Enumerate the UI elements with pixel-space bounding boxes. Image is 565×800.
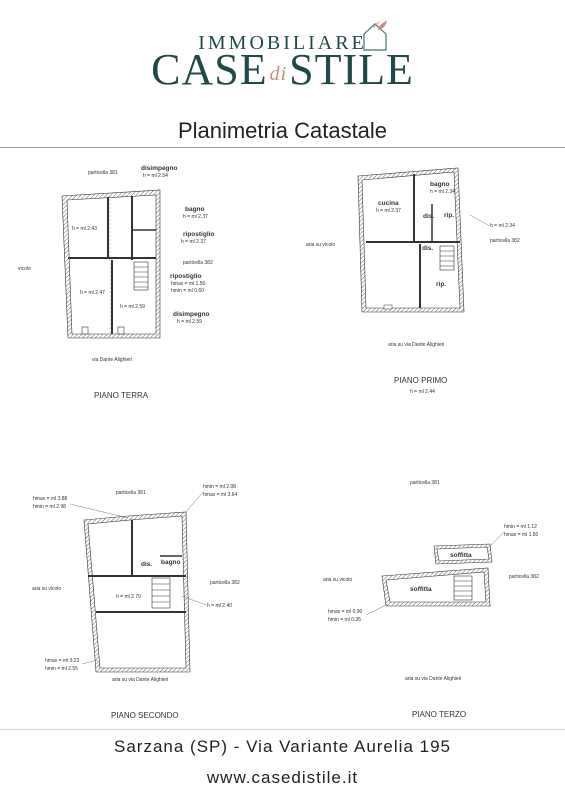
footer-website-link[interactable]: www.casedistile.it — [206, 768, 359, 787]
logo-mid: di — [269, 63, 288, 85]
secondo-hmax1: hmax = ml 3.88 — [33, 496, 68, 502]
primo-rip2: rip. — [436, 281, 447, 288]
terzo-aria-via: aria su via Dante Alighieri — [405, 676, 462, 682]
terzo-hmax1: hmax = ml 1.50 — [504, 532, 539, 538]
terra-ripostiglio2: ripostiglio — [170, 273, 202, 280]
secondo-aria-via: aria su via Dante Alighieri — [112, 677, 169, 683]
primo-title: PIANO PRIMO — [394, 376, 448, 385]
secondo-hmax3: hmax = ml 3.23 — [45, 658, 80, 664]
terra-particella-right: particella 382 — [183, 260, 213, 266]
divider — [0, 729, 565, 730]
primo-particella: particella 382 — [490, 238, 520, 244]
terra-ripostiglio2-hmax: hmax = ml 1.50 — [171, 281, 206, 287]
primo-dis1: dis. — [423, 213, 435, 220]
primo-aria-via: aria su via Dante Alighieri — [388, 342, 445, 348]
terra-title: PIANO TERRA — [94, 391, 149, 400]
terra-disimpegno2: disimpegno — [173, 311, 210, 318]
secondo-hmax2: hmax = ml 3.64 — [203, 492, 238, 498]
plan-piano-primo — [306, 168, 520, 395]
secondo-particella-top: particella 381 — [116, 490, 146, 496]
primo-bagno-h: h = ml 2.34 — [430, 189, 455, 195]
terra-via: via Dante Alighieri — [92, 357, 133, 363]
terra-room2-h: h = ml 2.47 — [80, 290, 105, 296]
logo-right: STILE — [289, 45, 414, 94]
plan-piano-terzo — [323, 480, 539, 719]
primo-rip1: rip. — [444, 212, 455, 219]
terzo-soffitta1: soffitta — [450, 552, 472, 559]
primo-dis2: dis. — [422, 245, 434, 252]
footer-address: Sarzana (SP) - Via Variante Aurelia 195 — [114, 737, 451, 756]
terzo-particella-right: particella 382 — [509, 574, 539, 580]
terra-room3-h: h = ml 2.59 — [120, 304, 145, 310]
terra-ripostiglio2-hmin: hmin = ml 0.60 — [171, 288, 204, 294]
primo-bagno: bagno — [430, 181, 450, 188]
terra-bagno: bagno — [185, 206, 205, 213]
primo-aria: aria su vicolo — [306, 242, 336, 248]
primo-right-h: h = ml 2.34 — [490, 223, 515, 229]
terra-vicolo: vicolo — [18, 266, 31, 272]
terra-ripostiglio1-h: h = ml 2.37 — [181, 239, 206, 245]
secondo-aria: aria su vicolo — [32, 586, 62, 592]
primo-cucina: cucina — [378, 200, 399, 207]
secondo-bagno: bagno — [161, 559, 181, 566]
secondo-title: PIANO SECONDO — [111, 711, 179, 720]
terzo-hmax2: hmax = ml 0.90 — [328, 609, 363, 615]
secondo-dis: dis. — [141, 561, 153, 568]
logo-line1: IMMOBILIARE — [198, 32, 367, 54]
terzo-aria: aria su vicolo — [323, 577, 353, 583]
secondo-hmin2: hmin = ml 2.98 — [203, 484, 236, 490]
primo-cucina-h: h = ml 2.37 — [376, 208, 401, 214]
terra-disimpegno1-h: h = ml 2.54 — [143, 173, 168, 179]
terzo-hmin2: hmin = ml 0.35 — [328, 617, 361, 623]
secondo-hmin3: hmin = ml 2.55 — [45, 666, 78, 672]
plan-piano-secondo — [32, 484, 240, 720]
terra-room1-h: h = ml 2.43 — [72, 226, 97, 232]
terzo-particella-top: particella 381 — [410, 480, 440, 486]
floor-plans — [0, 148, 565, 726]
plan-piano-terra — [18, 165, 214, 400]
terra-bagno-h: h = ml 2.37 — [183, 214, 208, 220]
primo-subtitle: h = ml 2.44 — [410, 389, 435, 395]
secondo-room-h: h = ml 2.70 — [116, 594, 141, 600]
page-title: Planimetria Catastale — [177, 118, 388, 143]
terra-disimpegno2-h: h = ml 2.59 — [177, 319, 202, 325]
secondo-h-right: h = ml 2.40 — [207, 603, 232, 609]
terzo-soffitta2: soffitta — [410, 586, 432, 593]
logo-left: CASE — [151, 45, 268, 94]
secondo-particella-right: particella 382 — [210, 580, 240, 586]
terra-disimpegno1: disimpegno — [141, 165, 178, 172]
terzo-hmin1: hmin = ml 1.12 — [504, 524, 537, 530]
terra-particella-top: particella 381 — [88, 170, 118, 176]
secondo-hmin1: hmin = ml 2.98 — [33, 504, 66, 510]
terzo-title: PIANO TERZO — [412, 710, 467, 719]
logo-wordmark — [0, 45, 565, 100]
terra-ripostiglio1: ripostiglio — [183, 231, 215, 238]
